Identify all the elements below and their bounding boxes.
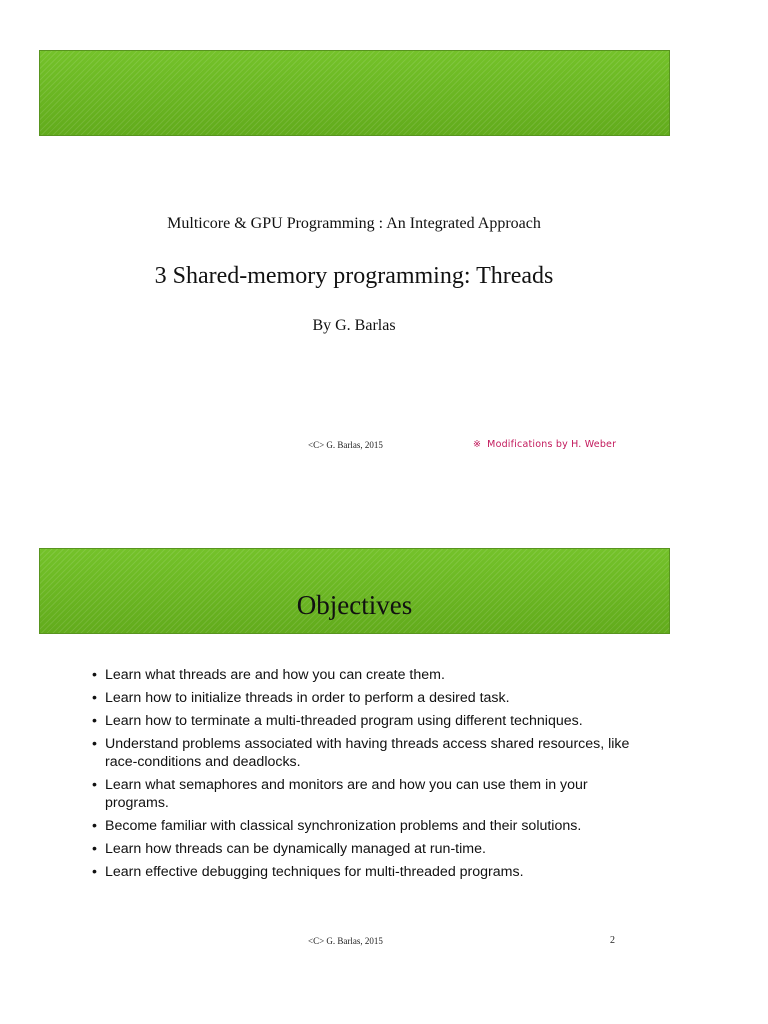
list-item: [90, 863, 630, 881]
list-item-text: Understand problems associated with having threads access shared resources, like race-conditions and deadlocks.: [105, 736, 630, 770]
list-item-text: Learn what threads are and how you can create them.: [105, 667, 445, 683]
list-item-text: Learn how to initialize threads in order to perform a desired task.: [105, 690, 510, 706]
bullet-icon: •: [92, 713, 97, 729]
bullet-icon: •: [92, 690, 97, 706]
slide1-subtitle: Multicore & GPU Programming : An Integrated Approach: [167, 215, 541, 232]
bullet-icon: •: [92, 841, 97, 857]
list-item: [90, 666, 630, 684]
asterism-icon: ※: [473, 439, 482, 450]
slide1-author: By G. Barlas: [312, 317, 396, 334]
list-item: [90, 735, 630, 771]
bullet-icon: •: [92, 736, 97, 752]
slide1-header-banner: [39, 50, 670, 136]
modifications-text: Modifications by H. Weber: [487, 439, 617, 450]
bullet-icon: •: [92, 777, 97, 793]
slide1-title: 3 Shared-memory programming: Threads: [154, 263, 554, 289]
modifications-note: [473, 439, 616, 450]
list-item-text: Learn how to terminate a multi-threaded program using different techniques.: [105, 713, 583, 729]
list-item: [90, 689, 630, 707]
list-item-text: Become familiar with classical synchronization problems and their solutions.: [105, 818, 582, 834]
slide2-copyright-footer: <C> G. Barlas, 2015: [308, 936, 383, 946]
slide2-title: Objectives: [296, 590, 413, 620]
list-item: [90, 817, 630, 835]
bullet-icon: •: [92, 667, 97, 683]
list-item-text: Learn how threads can be dynamically managed at run-time.: [105, 841, 486, 857]
list-item: [90, 840, 630, 858]
bullet-icon: •: [92, 864, 97, 880]
list-item-text: Learn effective debugging techniques for multi-threaded programs.: [105, 864, 524, 880]
objectives-list: [90, 666, 630, 886]
list-item: [90, 776, 630, 812]
page-number: 2: [610, 935, 615, 946]
bullet-icon: •: [92, 818, 97, 834]
list-item: [90, 712, 630, 730]
list-item-text: Learn what semaphores and monitors are and how you can use them in your programs.: [105, 777, 588, 811]
slide1-copyright-footer: <C> G. Barlas, 2015: [308, 440, 383, 450]
